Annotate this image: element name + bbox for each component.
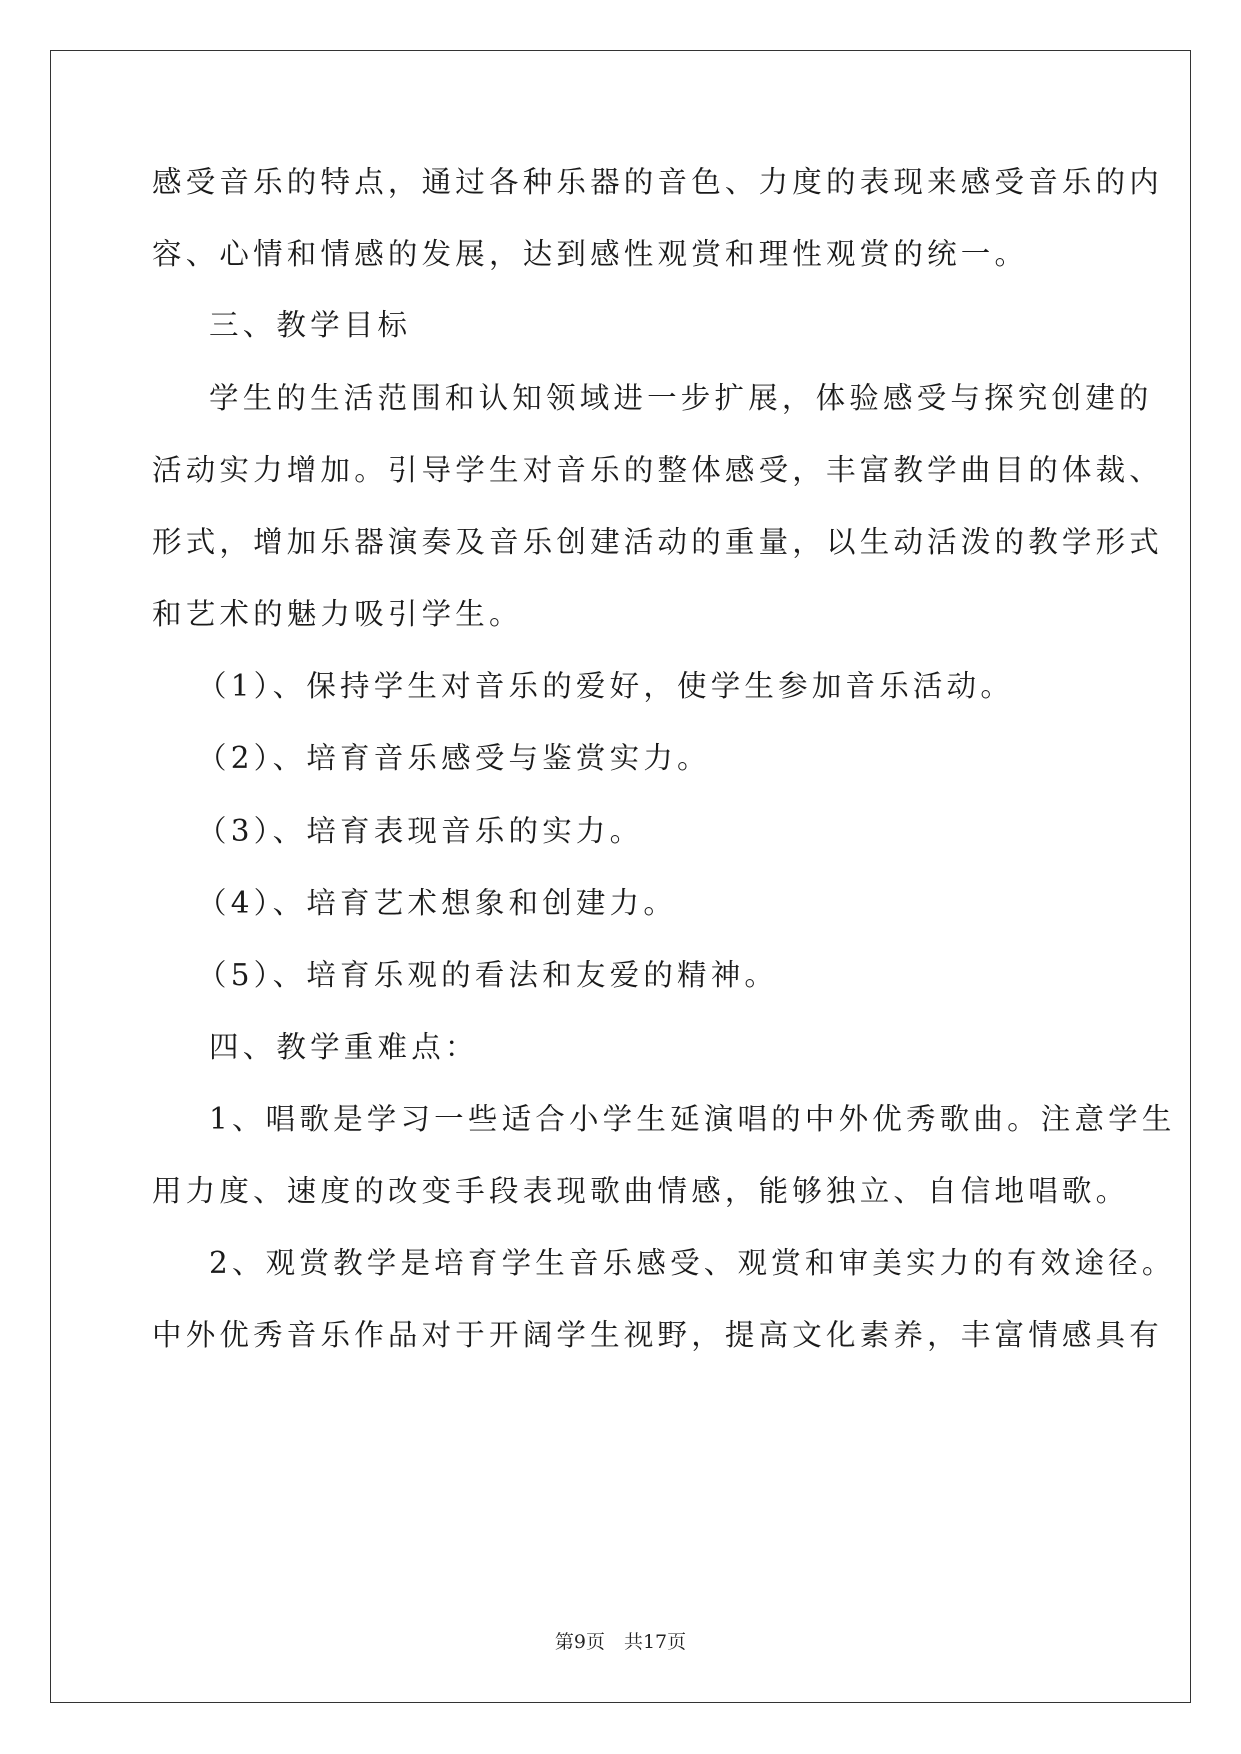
- page-number-footer: 第9页 共17页: [554, 1631, 687, 1653]
- section-heading: 四、教学重难点：: [209, 1030, 479, 1064]
- text-line: 用力度、速度的改变手段表现歌曲情感，能够独立、自信地唱歌。: [152, 1174, 1130, 1208]
- text-line: 1、唱歌是学习一些适合小学生延演唱的中外优秀歌曲。注意学生: [209, 1102, 1176, 1136]
- text-line: 2、观赏教学是培育学生音乐感受、观赏和审美实力的有效途径。: [209, 1246, 1176, 1280]
- text-line: 学生的生活范围和认知领域进一步扩展，体验感受与探究创建的: [209, 381, 1153, 415]
- list-item: （2）、培育音乐感受与鉴赏实力。: [197, 741, 711, 775]
- list-item: （5）、培育乐观的看法和友爱的精神。: [197, 958, 779, 992]
- text-line: 和艺术的魅力吸引学生。: [152, 597, 523, 631]
- text-line: 形式，增加乐器演奏及音乐创建活动的重量，以生动活泼的教学形式: [152, 525, 1164, 559]
- section-heading: 三、教学目标: [209, 308, 412, 342]
- text-line: 中外优秀音乐作品对于开阔学生视野，提高文化素养，丰富情感具有: [152, 1318, 1164, 1352]
- text-line: 感受音乐的特点，通过各种乐器的音色、力度的表现来感受音乐的内: [152, 165, 1164, 199]
- text-line: 活动实力增加。引导学生对音乐的整体感受，丰富教学曲目的体裁、: [152, 453, 1164, 487]
- list-item: （4）、培育艺术想象和创建力。: [197, 886, 678, 920]
- page-border: [50, 50, 1191, 1703]
- text-line: 容、心情和情感的发展，达到感性观赏和理性观赏的统一。: [152, 237, 1029, 271]
- list-item: （1）、保持学生对音乐的爱好，使学生参加音乐活动。: [197, 669, 1015, 703]
- list-item: （3）、培育表现音乐的实力。: [197, 814, 644, 848]
